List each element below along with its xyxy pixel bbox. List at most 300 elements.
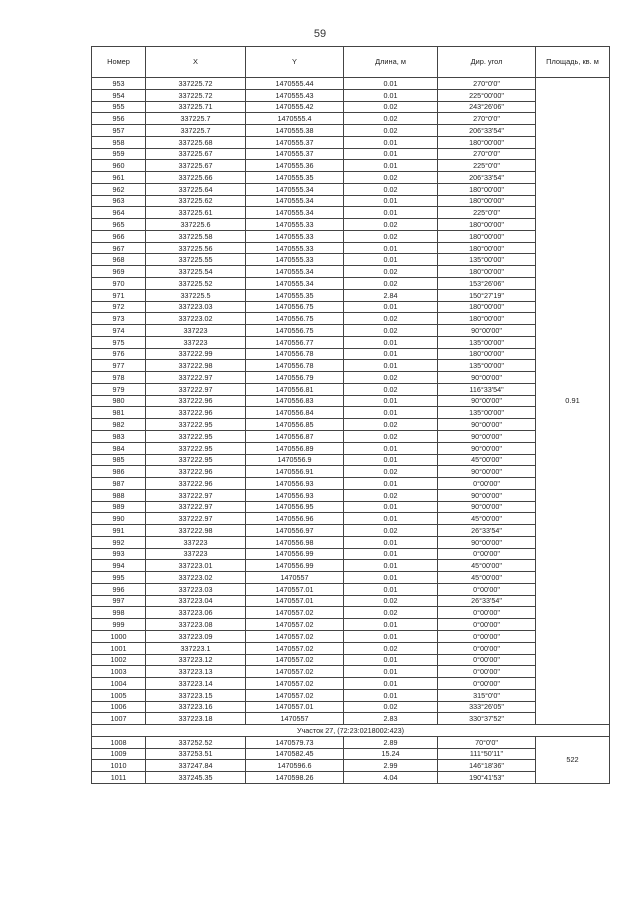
table-row: [92, 513, 610, 525]
cell-length: 0.01: [344, 89, 438, 101]
cell-angle: 180°00'00": [438, 348, 536, 360]
cell-length: 0.01: [344, 678, 438, 690]
cell-angle: 153°26'06": [438, 278, 536, 290]
table-row: [92, 466, 610, 478]
cell-x: 337222.96: [146, 395, 246, 407]
cell-angle: 180°00'00": [438, 242, 536, 254]
cell-y: 1470555.37: [246, 136, 344, 148]
cell-x: 337225.66: [146, 172, 246, 184]
cell-angle: 0°00'00": [438, 583, 536, 595]
cell-num: 1010: [92, 760, 146, 772]
table-row: [92, 713, 610, 725]
header-angle: Дир. угол: [438, 47, 536, 78]
cell-angle: 225°0'0": [438, 207, 536, 219]
cell-angle: 180°00'00": [438, 230, 536, 242]
header-length: Длина, м: [344, 47, 438, 78]
cell-angle: 0°00'00": [438, 642, 536, 654]
table-row: [92, 419, 610, 431]
cell-length: 0.02: [344, 701, 438, 713]
cell-num: 985: [92, 454, 146, 466]
cell-length: 0.01: [344, 207, 438, 219]
cell-y: 1470557.02: [246, 630, 344, 642]
cell-length: 0.02: [344, 489, 438, 501]
cell-num: 1004: [92, 678, 146, 690]
cell-x: 337223.01: [146, 560, 246, 572]
cell-angle: 70°0'0": [438, 736, 536, 748]
header-y: Y: [246, 47, 344, 78]
table-row: [92, 607, 610, 619]
table-row: [92, 336, 610, 348]
cell-length: 0.02: [344, 466, 438, 478]
cell-y: 1470555.34: [246, 278, 344, 290]
cell-x: 337222.97: [146, 513, 246, 525]
cell-length: 0.01: [344, 513, 438, 525]
table-row: [92, 395, 610, 407]
cell-angle: 315°0'0": [438, 689, 536, 701]
cell-y: 1470557.02: [246, 642, 344, 654]
cell-y: 1470556.97: [246, 525, 344, 537]
cell-length: 0.02: [344, 372, 438, 384]
cell-length: 0.01: [344, 572, 438, 584]
table-row: [92, 183, 610, 195]
cell-length: 0.01: [344, 560, 438, 572]
cell-y: 1470557: [246, 572, 344, 584]
cell-length: 0.01: [344, 583, 438, 595]
cell-y: 1470556.75: [246, 301, 344, 313]
cell-y: 1470556.93: [246, 489, 344, 501]
cell-x: 337222.97: [146, 489, 246, 501]
table-row: [92, 442, 610, 454]
table-row: [92, 701, 610, 713]
cell-y: 1470557.02: [246, 619, 344, 631]
cell-angle: 180°00'00": [438, 313, 536, 325]
table-row: [92, 101, 610, 113]
cell-y: 1470556.79: [246, 372, 344, 384]
table-body: [92, 78, 610, 784]
cell-x: 337225.7: [146, 113, 246, 125]
cell-angle: 0°00'00": [438, 666, 536, 678]
table-row: [92, 407, 610, 419]
cell-y: 1470557.02: [246, 607, 344, 619]
cell-y: 1470556.77: [246, 336, 344, 348]
cell-num: 964: [92, 207, 146, 219]
cell-y: 1470555.34: [246, 207, 344, 219]
cell-x: 337225.5: [146, 289, 246, 301]
table-row: [92, 207, 610, 219]
cell-num: 955: [92, 101, 146, 113]
cell-num: 1005: [92, 689, 146, 701]
cell-num: 1000: [92, 630, 146, 642]
cell-length: 2.84: [344, 289, 438, 301]
cell-y: 1470555.44: [246, 78, 344, 90]
cell-y: 1470557.02: [246, 666, 344, 678]
cell-length: 0.01: [344, 160, 438, 172]
cell-y: 1470556.85: [246, 419, 344, 431]
cell-x: 337223.08: [146, 619, 246, 631]
cell-y: 1470555.36: [246, 160, 344, 172]
cell-angle: 135°00'00": [438, 407, 536, 419]
cell-angle: 270°0'0": [438, 78, 536, 90]
cell-num: 977: [92, 360, 146, 372]
cell-y: 1470556.96: [246, 513, 344, 525]
cell-area: 0.91: [536, 78, 610, 725]
cell-x: 337222.95: [146, 430, 246, 442]
cell-length: 0.02: [344, 642, 438, 654]
cell-num: 972: [92, 301, 146, 313]
coordinates-table-wrapper: [91, 46, 610, 784]
cell-angle: 45°00'00": [438, 560, 536, 572]
table-row: [92, 372, 610, 384]
cell-length: 0.02: [344, 595, 438, 607]
cell-y: 1470555.33: [246, 254, 344, 266]
cell-length: 0.01: [344, 348, 438, 360]
table-row: [92, 760, 610, 772]
cell-x: 337225.6: [146, 219, 246, 231]
table-row: [92, 630, 610, 642]
table-row: [92, 278, 610, 290]
cell-num: 988: [92, 489, 146, 501]
cell-y: 1470555.35: [246, 289, 344, 301]
cell-x: 337222.96: [146, 407, 246, 419]
table-row: [92, 572, 610, 584]
header-area: Площадь, кв. м: [536, 47, 610, 78]
cell-y: 1470556.89: [246, 442, 344, 454]
cell-num: 966: [92, 230, 146, 242]
cell-length: 0.01: [344, 136, 438, 148]
header-x: X: [146, 47, 246, 78]
cell-num: 999: [92, 619, 146, 631]
cell-y: 1470555.43: [246, 89, 344, 101]
cell-angle: 333°26'05": [438, 701, 536, 713]
cell-x: 337222.97: [146, 372, 246, 384]
table-row: [92, 383, 610, 395]
cell-x: 337223.15: [146, 689, 246, 701]
cell-angle: 90°00'00": [438, 501, 536, 513]
cell-x: 337222.95: [146, 419, 246, 431]
cell-y: 1470556.84: [246, 407, 344, 419]
cell-y: 1470555.33: [246, 219, 344, 231]
cell-y: 1470556.91: [246, 466, 344, 478]
section-row: [92, 725, 610, 737]
cell-num: 994: [92, 560, 146, 572]
table-row: [92, 242, 610, 254]
cell-length: 0.01: [344, 654, 438, 666]
cell-x: 337225.58: [146, 230, 246, 242]
cell-angle: 26°33'54": [438, 595, 536, 607]
table-row: [92, 430, 610, 442]
cell-angle: 270°0'0": [438, 148, 536, 160]
cell-y: 1470556.78: [246, 360, 344, 372]
cell-num: 992: [92, 536, 146, 548]
cell-angle: 26°33'54": [438, 525, 536, 537]
cell-y: 1470556.9: [246, 454, 344, 466]
cell-y: 1470555.35: [246, 172, 344, 184]
cell-num: 965: [92, 219, 146, 231]
cell-angle: 180°00'00": [438, 183, 536, 195]
cell-length: 0.01: [344, 407, 438, 419]
cell-y: 1470557.01: [246, 701, 344, 713]
cell-x: 337222.97: [146, 383, 246, 395]
table-row: [92, 736, 610, 748]
table-row: [92, 595, 610, 607]
table-row: [92, 454, 610, 466]
cell-angle: 180°00'00": [438, 136, 536, 148]
cell-length: 15.24: [344, 748, 438, 760]
cell-x: 337225.52: [146, 278, 246, 290]
cell-angle: 150°27'19": [438, 289, 536, 301]
cell-y: 1470555.34: [246, 183, 344, 195]
cell-num: 993: [92, 548, 146, 560]
cell-num: 975: [92, 336, 146, 348]
cell-length: 0.01: [344, 78, 438, 90]
cell-num: 971: [92, 289, 146, 301]
cell-x: 337223.06: [146, 607, 246, 619]
cell-num: 1006: [92, 701, 146, 713]
table-row: [92, 113, 610, 125]
table-row: [92, 313, 610, 325]
cell-num: 958: [92, 136, 146, 148]
cell-y: 1470557.02: [246, 654, 344, 666]
cell-angle: 0°00'00": [438, 548, 536, 560]
cell-x: 337225.61: [146, 207, 246, 219]
cell-y: 1470555.42: [246, 101, 344, 113]
cell-length: 0.01: [344, 242, 438, 254]
cell-angle: 206°33'54": [438, 125, 536, 137]
cell-num: 1011: [92, 772, 146, 784]
cell-num: 987: [92, 478, 146, 490]
cell-angle: 90°00'00": [438, 442, 536, 454]
cell-angle: 180°00'00": [438, 266, 536, 278]
cell-num: 962: [92, 183, 146, 195]
cell-length: 0.01: [344, 501, 438, 513]
cell-num: 954: [92, 89, 146, 101]
cell-num: 970: [92, 278, 146, 290]
cell-length: 0.02: [344, 278, 438, 290]
cell-x: 337225.72: [146, 78, 246, 90]
cell-angle: 45°00'00": [438, 454, 536, 466]
cell-x: 337253.51: [146, 748, 246, 760]
cell-y: 1470598.26: [246, 772, 344, 784]
cell-angle: 146°18'36": [438, 760, 536, 772]
cell-x: 337223.1: [146, 642, 246, 654]
cell-x: 337223: [146, 536, 246, 548]
cell-x: 337223.18: [146, 713, 246, 725]
cell-x: 337245.35: [146, 772, 246, 784]
cell-length: 0.01: [344, 666, 438, 678]
cell-y: 1470557.02: [246, 689, 344, 701]
cell-x: 337225.71: [146, 101, 246, 113]
cell-x: 337225.56: [146, 242, 246, 254]
cell-length: 0.02: [344, 113, 438, 125]
cell-y: 1470556.75: [246, 325, 344, 337]
table-row: [92, 254, 610, 266]
cell-y: 1470555.37: [246, 148, 344, 160]
cell-angle: 90°00'00": [438, 536, 536, 548]
cell-angle: 0°00'00": [438, 630, 536, 642]
cell-num: 979: [92, 383, 146, 395]
cell-x: 337223: [146, 548, 246, 560]
cell-y: 1470557.01: [246, 583, 344, 595]
cell-angle: 206°33'54": [438, 172, 536, 184]
cell-num: 984: [92, 442, 146, 454]
table-row: [92, 325, 610, 337]
cell-angle: 90°00'00": [438, 489, 536, 501]
cell-angle: 0°00'00": [438, 607, 536, 619]
cell-num: 998: [92, 607, 146, 619]
page-number: 59: [313, 28, 327, 40]
cell-x: 337225.62: [146, 195, 246, 207]
cell-x: 337223.03: [146, 583, 246, 595]
cell-num: 980: [92, 395, 146, 407]
cell-x: 337223.14: [146, 678, 246, 690]
cell-length: 2.99: [344, 760, 438, 772]
cell-angle: 180°00'00": [438, 301, 536, 313]
table-row: [92, 219, 610, 231]
cell-x: 337223.02: [146, 572, 246, 584]
cell-angle: 135°00'00": [438, 336, 536, 348]
cell-x: 337252.52: [146, 736, 246, 748]
cell-length: 0.02: [344, 607, 438, 619]
cell-x: 337222.98: [146, 360, 246, 372]
table-row: [92, 772, 610, 784]
cell-y: 1470555.34: [246, 266, 344, 278]
table-row: [92, 666, 610, 678]
cell-x: 337223: [146, 325, 246, 337]
cell-length: 0.01: [344, 548, 438, 560]
table-row: [92, 230, 610, 242]
cell-y: 1470579.73: [246, 736, 344, 748]
header-row: [92, 47, 610, 78]
coordinates-table: [91, 46, 610, 784]
table-row: [92, 172, 610, 184]
cell-length: 0.02: [344, 313, 438, 325]
cell-x: 337225.54: [146, 266, 246, 278]
cell-length: 2.89: [344, 736, 438, 748]
cell-length: 0.01: [344, 630, 438, 642]
cell-num: 1003: [92, 666, 146, 678]
table-row: [92, 136, 610, 148]
cell-x: 337223.12: [146, 654, 246, 666]
table-row: [92, 548, 610, 560]
cell-y: 1470556.87: [246, 430, 344, 442]
cell-angle: 225°00'00": [438, 89, 536, 101]
cell-x: 337222.96: [146, 478, 246, 490]
cell-y: 1470556.78: [246, 348, 344, 360]
cell-angle: 190°41'53": [438, 772, 536, 784]
cell-angle: 135°00'00": [438, 360, 536, 372]
cell-length: 0.02: [344, 419, 438, 431]
cell-length: 0.01: [344, 148, 438, 160]
table-row: [92, 583, 610, 595]
cell-angle: 111°50'11": [438, 748, 536, 760]
cell-x: 337223.09: [146, 630, 246, 642]
cell-x: 337222.96: [146, 466, 246, 478]
cell-angle: 90°00'00": [438, 372, 536, 384]
cell-length: 0.01: [344, 395, 438, 407]
cell-num: 990: [92, 513, 146, 525]
section-label: Участок 27, (72:23:0218002:423): [92, 725, 610, 737]
table-row: [92, 289, 610, 301]
cell-angle: 0°00'00": [438, 478, 536, 490]
table-row: [92, 360, 610, 372]
cell-length: 0.01: [344, 336, 438, 348]
cell-num: 1002: [92, 654, 146, 666]
table-row: [92, 195, 610, 207]
table-row: [92, 654, 610, 666]
cell-y: 1470556.81: [246, 383, 344, 395]
cell-y: 1470556.93: [246, 478, 344, 490]
cell-num: 957: [92, 125, 146, 137]
cell-num: 973: [92, 313, 146, 325]
cell-num: 959: [92, 148, 146, 160]
cell-num: 986: [92, 466, 146, 478]
table-row: [92, 642, 610, 654]
cell-y: 1470555.34: [246, 195, 344, 207]
cell-num: 1009: [92, 748, 146, 760]
cell-length: 0.01: [344, 536, 438, 548]
table-row: [92, 689, 610, 701]
cell-length: 0.01: [344, 254, 438, 266]
table-row: [92, 501, 610, 513]
table-row: [92, 478, 610, 490]
cell-length: 0.01: [344, 689, 438, 701]
cell-x: 337223.16: [146, 701, 246, 713]
cell-y: 1470555.33: [246, 230, 344, 242]
cell-angle: 180°00'00": [438, 219, 536, 231]
cell-num: 961: [92, 172, 146, 184]
cell-x: 337222.97: [146, 501, 246, 513]
cell-num: 968: [92, 254, 146, 266]
cell-num: 967: [92, 242, 146, 254]
cell-num: 981: [92, 407, 146, 419]
cell-x: 337223.13: [146, 666, 246, 678]
table-row: [92, 348, 610, 360]
cell-angle: 116°33'54": [438, 383, 536, 395]
cell-length: 0.01: [344, 301, 438, 313]
cell-x: 337222.95: [146, 454, 246, 466]
cell-y: 1470557: [246, 713, 344, 725]
cell-num: 982: [92, 419, 146, 431]
cell-num: 953: [92, 78, 146, 90]
cell-y: 1470555.4: [246, 113, 344, 125]
cell-x: 337225.64: [146, 183, 246, 195]
cell-angle: 90°00'00": [438, 419, 536, 431]
cell-angle: 90°00'00": [438, 466, 536, 478]
cell-num: 991: [92, 525, 146, 537]
cell-length: 0.02: [344, 383, 438, 395]
cell-y: 1470582.45: [246, 748, 344, 760]
cell-x: 337225.55: [146, 254, 246, 266]
cell-angle: 0°00'00": [438, 678, 536, 690]
cell-num: 997: [92, 595, 146, 607]
cell-x: 337225.68: [146, 136, 246, 148]
cell-num: 963: [92, 195, 146, 207]
cell-x: 337225.67: [146, 148, 246, 160]
cell-y: 1470556.83: [246, 395, 344, 407]
cell-x: 337223.03: [146, 301, 246, 313]
cell-length: 0.01: [344, 478, 438, 490]
cell-num: 1001: [92, 642, 146, 654]
cell-length: 0.01: [344, 619, 438, 631]
cell-x: 337225.7: [146, 125, 246, 137]
cell-length: 2.83: [344, 713, 438, 725]
cell-angle: 180°00'00": [438, 195, 536, 207]
cell-length: 0.02: [344, 266, 438, 278]
cell-angle: 243°26'06": [438, 101, 536, 113]
cell-num: 960: [92, 160, 146, 172]
cell-angle: 90°00'00": [438, 325, 536, 337]
cell-num: 1007: [92, 713, 146, 725]
